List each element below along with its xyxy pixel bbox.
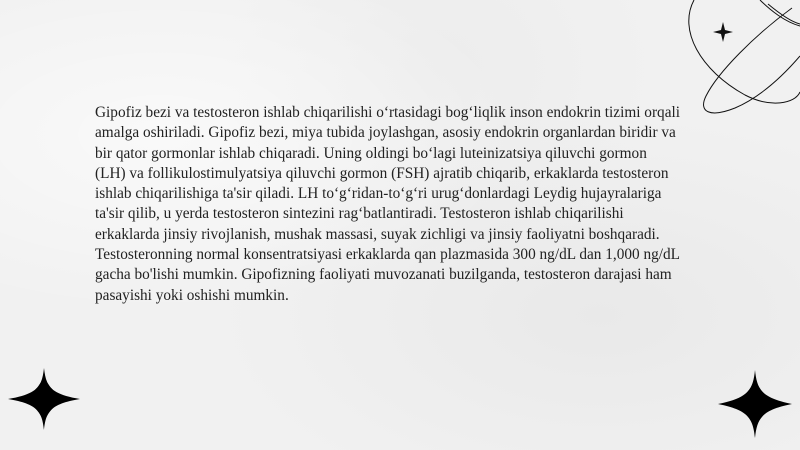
slide-body-paragraph: Gipofiz bezi va testosteron ishlab chiqarilishi o‘rtasidagi bog‘liqlik inson endokrin tizimi orqali amalga oshiriladi. Gipofiz bezi, miya tubida joylashgan, asosiy endokrin organlardan biridir va bir qator gormonlar ishlab chiqaradi. Uning oldingi bo‘lagi luteinizatsiya qiluvchi gormon (LH) va follikulostimulyatsiya qiluvchi gormon (FSH) ajratib chiqarib, erkaklarda testosteron ishlab chiqarilishiga ta'sir qiladi. LH to‘g‘ridan-to‘g‘ri urug‘donlardagi Leydig hujayralariga ta'sir qilib, u yerda testosteron sintezini rag‘batlantiradi. Testosteron ishlab chiqarilishi erkaklarda jinsiy rivojlanish, mushak massasi, suyak zichligi va jinsiy faoliyatni boshqaradi. Testosteronning normal konsentratsiyasi erkaklarda qan plazmasida 300 ng/dL dan 1,000 ng/dL gacha bo'lishi mumkin. Gipofizning faoliyati muvozanati buzilganda, testosteron darajasi ham pasayishi yoki oshishi mumkin. [95,104,680,304]
four-point-star-icon [8,368,80,430]
four-point-star-icon [718,370,792,438]
orbit-sparkle-icon [660,0,800,120]
